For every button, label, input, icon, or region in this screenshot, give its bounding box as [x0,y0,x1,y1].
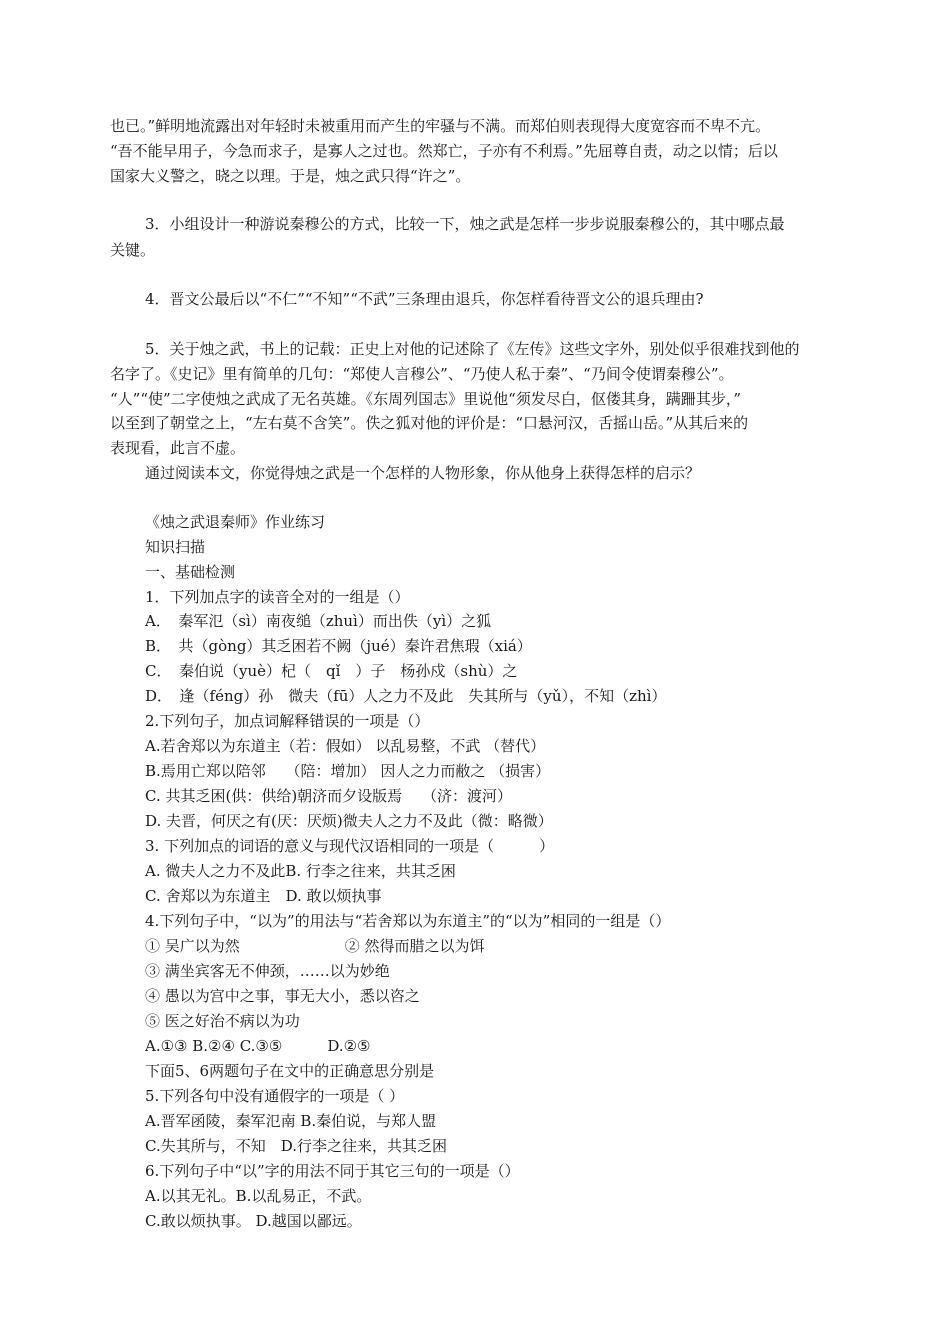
question-3-cont: 关键。 [110,241,156,259]
exercise-section-heading: 一、基础检测 [145,563,236,581]
paragraph-line: “吾不能早用子，今急而求子，是寡人之过也。然郑亡，子亦有不利焉。”先屈尊自责，动之以情；后以 [110,142,778,160]
exercise-line: 5.下列各句中没有通假字的一项是（ ） [145,1087,405,1105]
exercise-line: 2.下列句子，加点词解释错误的一项是（） [145,712,430,730]
exercise-line: A． 秦军氾（sì）南夜缒（zhuì）而出佚（yì）之狐 [145,612,492,630]
exercise-line: ⑤ 医之好治不病以为功 [145,1012,300,1030]
exercise-line: C. 共其乏困(供：供给)朝济而夕设版焉 （济：渡河） [145,787,512,805]
exercise-line: A.晋军函陵，秦军氾南 B.秦伯说，与郑人盟 [145,1112,437,1130]
exercise-scan-heading: 知识扫描 [145,538,206,556]
exercise-line: 4.下列句子中，“以为”的用法与“若舍郑以为东道主”的“以为”相同的一组是（） [145,912,671,930]
exercise-line: 1．下列加点字的读音全对的一组是（） [145,588,410,606]
exercise-line: ③ 满坐宾客无不伸颈，……以为妙绝 [145,962,390,980]
exercise-line: B． 共（gòng）其乏困若不阙（jué）秦许君焦瑕（xiá） [145,637,532,655]
question-5-line: 名字了。《史记》里有简单的几句：“郑使人言穆公”、“乃使人私于秦”、“乃间令使谓秦穆公”。 [110,365,734,383]
exercise-line: 6.下列句子中“以”字的用法不同于其它三句的一项是（） [145,1162,520,1180]
exercise-line: D. 夫晋，何厌之有(厌：厌烦)微夫人之力不及此（微：略微） [145,812,553,830]
question-4: 4．晋文公最后以“不仁”“不知”“不武”三条理由退兵，你怎样看待晋文公的退兵理由? [145,290,704,308]
exercise-title: 《烛之武退秦师》作业练习 [145,513,326,531]
question-3: 3．小组设计一种游说秦穆公的方式，比较一下，烛之武是怎样一步步说服秦穆公的，其中哪点最 [145,215,785,233]
exercise-line: C.敢以烦执事。 D.越国以鄙远。 [145,1212,362,1230]
question-5-line: “人”“使”二字使烛之武成了无名英雄。《东周列国志》里说他“须发尽白，伛偻其身，蹒跚其步，” [110,390,742,408]
exercise-line: C. 舍郑以为东道主 D. 敢以烦执事 [145,887,382,905]
exercise-line: A.①③ B.②④ C.③⑤ D.②⑤ [145,1037,371,1055]
question-5-prompt: 通过阅读本文，你觉得烛之武是一个怎样的人物形象，你从他身上获得怎样的启示？ [145,464,701,482]
exercise-line: C.失其所与，不知 D.行李之往来，共其乏困 [145,1137,447,1155]
exercise-line: ④ 愚以为宫中之事，事无大小，悉以咨之 [145,987,420,1005]
question-5: 5．关于烛之武，书上的记载：正史上对他的记述除了《左传》这些文字外，别处似乎很难找到他的 [145,340,800,358]
paragraph-line: 国家大义警之，晓之以理。于是，烛之武只得“许之”。 [110,167,471,185]
question-5-line: 以至到了朝堂之上，“左右莫不含笑”。佚之狐对他的评价是：“口悬河汉，舌摇山岳。”从其后来的 [110,414,749,432]
exercise-line: A. 微夫人之力不及此B. 行李之往来，共其乏困 [145,862,456,880]
exercise-line: 3. 下列加点的词语的意义与现代汉语相同的一项是（ ） [145,837,555,855]
exercise-line: A.以其无礼。B.以乱易正，不武。 [145,1187,372,1205]
question-5-line: 表现看，此言不虚。 [110,439,246,457]
exercise-line: D． 逢（féng）孙 微夫（fū）人之力不及此 失其所与（yǔ），不知（zhì） [145,687,667,705]
exercise-line: C． 秦伯说（yuè）杞（ qǐ ）子 杨孙戍（shù）之 [145,662,518,680]
paragraph-line: 也已。”鲜明地流露出对年轻时未被重用而产生的牢骚与不满。而郑伯则表现得大度宽容而不卑不亢。 [110,117,771,135]
exercise-line: ① 吴广以为然 ② 然得而腊之以为饵 [145,937,485,955]
exercise-line: 下面5、6两题句子在文中的正确意思分别是 [145,1062,435,1080]
exercise-line: A.若舍郑以为东道主（若：假如） 以乱易整，不武 （替代） [145,737,546,755]
exercise-line: B.焉用亡郑以陪邻 （陪：增加） 因人之力而敝之 （损害） [145,762,551,780]
